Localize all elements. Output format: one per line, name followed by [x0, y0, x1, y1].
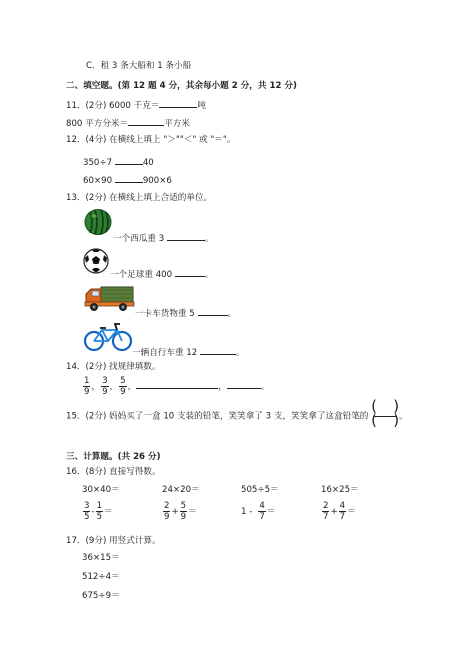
- q11-unit-1: 吨: [197, 101, 207, 111]
- q11-text-2: 800 平方分米＝: [66, 119, 129, 129]
- q17-item-1: 36×15＝: [82, 553, 120, 563]
- q16-r2-c2-a-num: 2: [164, 501, 170, 511]
- q16-r2-c1-op: -: [91, 507, 95, 517]
- q16-r2-c4: [321, 501, 356, 523]
- q16-r2-c1-b-den: 5: [96, 512, 103, 522]
- q14-frac-1: [83, 376, 90, 397]
- option-c: C．租 3 条大船和 1 条小船: [86, 61, 192, 71]
- q16-r2-c2-op: +: [171, 507, 179, 517]
- q12-text: 12．(4分) 在横线上填上 "＞""＜" 或 "＝"。: [66, 135, 236, 145]
- q15-paren-open: (: [371, 397, 377, 415]
- q16-r2-c3: [241, 501, 275, 523]
- q16-r1-c3: 505÷5＝: [241, 485, 279, 495]
- q15-paren-close: ): [393, 397, 400, 415]
- q14-comma-1: ，: [91, 382, 101, 392]
- q12-b-right: 900×6: [142, 176, 172, 186]
- q16-r2-c3-b-num: 4: [259, 501, 265, 511]
- q16-r2-c2-b: [180, 501, 187, 522]
- q16-r2-c1-a-num: 3: [84, 501, 90, 511]
- q13-item-1-text: 一个西瓜重 3: [113, 234, 165, 244]
- q13-blank-1[interactable]: [167, 231, 205, 241]
- q15-paren-open-2: (: [371, 411, 377, 429]
- q13-text: 13．(2分) 在横线上填上合适的单位。: [66, 193, 213, 203]
- q16-r2-c1: [82, 501, 113, 523]
- q15-line: [66, 397, 408, 429]
- q15-paren-close-2: ): [393, 411, 400, 429]
- q16-r2-c2-b-num: 5: [180, 501, 187, 511]
- q17-item-3: 675÷9＝: [82, 591, 120, 601]
- q11-blank-1[interactable]: [159, 98, 197, 108]
- q15-end: 。: [399, 411, 408, 422]
- q14-comma-2: ，: [109, 382, 119, 392]
- q13-item-4-text: 一辆自行车重 12: [132, 348, 198, 358]
- q12-a-blank[interactable]: [115, 155, 143, 165]
- q16-r2-c1-b: [96, 501, 103, 522]
- q16-r2-c4-op: +: [330, 507, 338, 517]
- q16-r2-c2: [162, 501, 197, 523]
- q16-r2-c3-b: [258, 501, 265, 522]
- q13-item-3-end: 。: [227, 309, 237, 319]
- football-icon: [83, 248, 109, 274]
- q17-item-2: 512÷4＝: [82, 572, 120, 582]
- q14-frac-2: [101, 376, 108, 397]
- q13-item-3-text: 一卡车货物重 5: [135, 309, 195, 319]
- q12-b: [83, 173, 172, 187]
- q14-blank-1[interactable]: [136, 379, 218, 389]
- q12-b-blank[interactable]: [115, 173, 143, 183]
- q16-r1-c1: 30×40＝: [82, 485, 120, 495]
- q16-r2-c3-b-den: 7: [259, 512, 265, 522]
- q13-blank-2[interactable]: [175, 267, 205, 277]
- q14-blank-2[interactable]: [227, 379, 261, 389]
- section-2-title: 二、填空题。(第 12 题 4 分，其余每小题 2 分，共 12 分): [66, 81, 297, 91]
- q14-frac-3-den: 9: [120, 387, 126, 397]
- q13-item-3: [135, 306, 236, 320]
- q14-comma-4: ，: [218, 382, 227, 392]
- q13-item-1: [113, 231, 214, 245]
- q16-r2-c2-a: [163, 501, 170, 522]
- q13-blank-3[interactable]: [198, 306, 228, 316]
- q15-answer-fraction[interactable]: [371, 397, 400, 429]
- q11-blank-2[interactable]: [128, 116, 164, 126]
- q16-r2-c1-b-num: 1: [96, 501, 103, 511]
- truck-icon: [83, 284, 135, 312]
- q16-r2-c2-b-den: 9: [180, 512, 187, 522]
- q16-r2-c2-eq: ＝: [188, 507, 197, 517]
- q14-comma-3: ，: [127, 382, 137, 392]
- q17-text: 17．(9分) 用竖式计算。: [66, 536, 161, 546]
- q16-r2-c4-a: [322, 501, 329, 522]
- q16-r2-c1-a: [83, 501, 90, 522]
- q13-blank-4[interactable]: [200, 345, 236, 355]
- q14-frac-1-num: 1: [84, 376, 90, 386]
- q16-r2-c2-a-den: 9: [164, 512, 170, 522]
- q14-frac-3: [119, 376, 126, 397]
- q14-frac-2-num: 3: [102, 376, 108, 386]
- q16-r2-c4-b-num: 4: [339, 501, 346, 511]
- q16-r2-c4-b-den: 7: [339, 512, 346, 522]
- q11-line2: [66, 116, 190, 130]
- q13-item-2: [110, 267, 213, 281]
- q16-r2-c4-eq: ＝: [347, 507, 356, 517]
- q16-r2-c1-a-den: 5: [84, 512, 90, 522]
- q14-frac-3-num: 5: [120, 376, 126, 386]
- q16-r2-c4-b: [339, 501, 346, 522]
- q16-r2-c4-a-den: 7: [323, 512, 329, 522]
- q14-frac-1-den: 9: [84, 387, 90, 397]
- q12-a: [83, 155, 154, 169]
- q14-text: 14．(2分) 找规律填数。: [66, 362, 161, 372]
- q12-a-left: 350÷7: [83, 158, 113, 168]
- q11-line1: [66, 98, 206, 112]
- bicycle-icon: [83, 320, 133, 352]
- q13-item-2-end: 。: [204, 270, 214, 280]
- q13-item-4-end: 。: [235, 348, 245, 358]
- q16-r2-c4-a-num: 2: [323, 501, 329, 511]
- q11-text: 11．(2分) 6000 千克＝: [66, 101, 160, 111]
- q13-item-4: [132, 345, 245, 359]
- q13-item-1-end: 。: [204, 234, 214, 244]
- q16-r2-c1-eq: ＝: [104, 507, 113, 517]
- q13-item-2-text: 一个足球重 400: [110, 270, 173, 280]
- q11-unit-2: 平方米: [164, 119, 190, 129]
- q16-r1-c2: 24×20＝: [162, 485, 200, 495]
- q14-sequence: [82, 376, 269, 398]
- q16-r2-c3-eq: ＝: [266, 507, 276, 517]
- watermelon-icon: [83, 208, 113, 236]
- q16-r1-c4: 16×25＝: [321, 485, 359, 495]
- q12-b-left: 60×90: [83, 176, 113, 186]
- q14-frac-2-den: 9: [102, 387, 108, 397]
- q15-text: 15．(2分) 妈妈买了一盒 10 支装的铅笔，笑笑拿了 3 支，笑笑拿了这盒铅笔的: [66, 411, 369, 422]
- section-3-title: 三、计算题。(共 26 分): [66, 452, 161, 462]
- q16-text: 16．(8分) 直接写得数。: [66, 467, 161, 477]
- q12-a-right: 40: [142, 158, 154, 168]
- q16-r2-c3-pre: 1 -: [241, 507, 253, 517]
- q14-end: 。: [260, 382, 270, 392]
